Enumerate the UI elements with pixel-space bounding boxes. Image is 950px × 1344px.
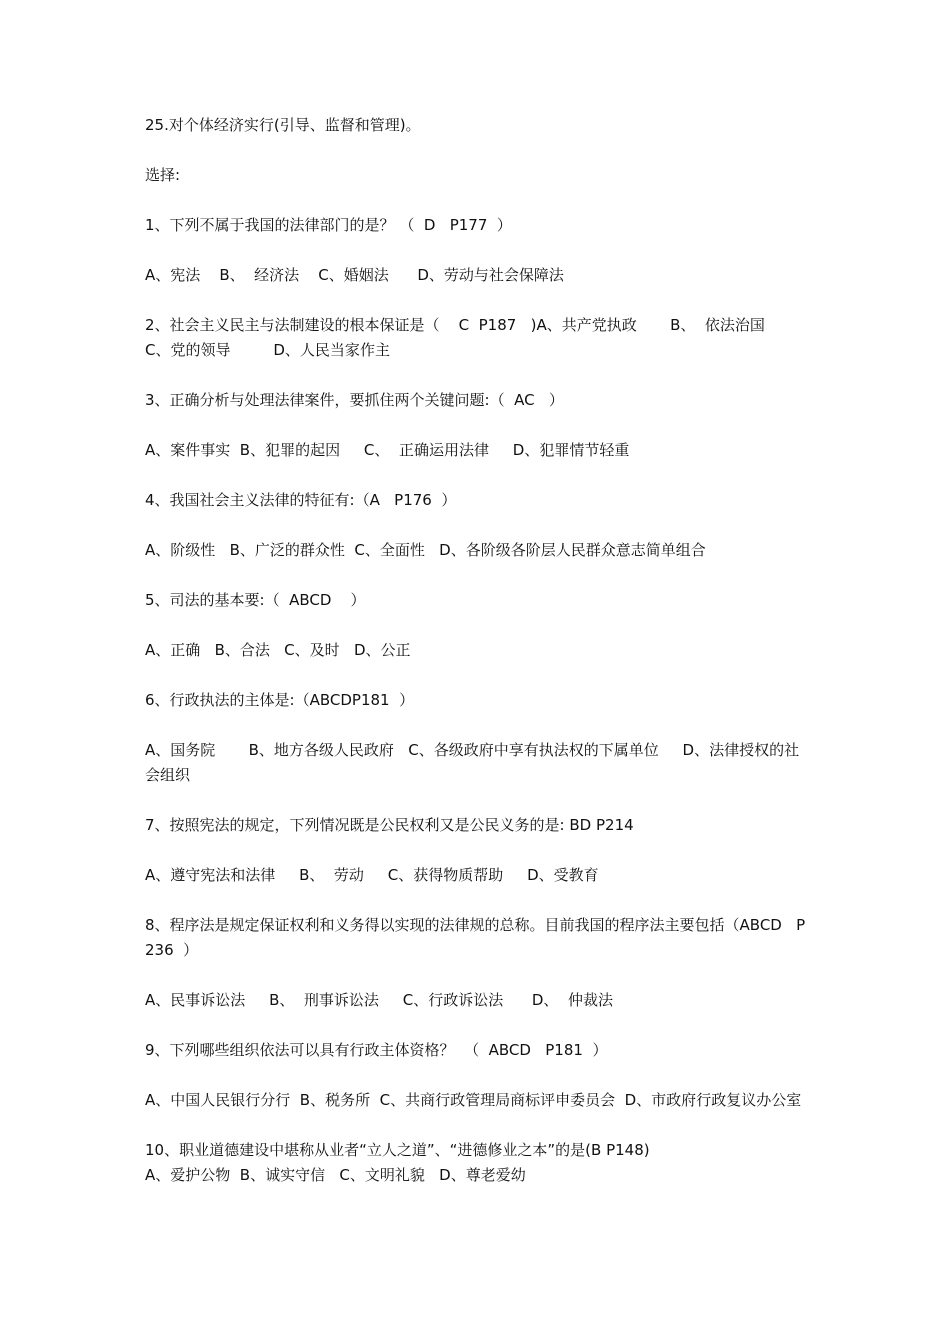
- question-6: 6、行政执法的主体是:（ABCDP181 ）: [145, 691, 415, 709]
- question-9-options: A、中国人民银行分行 B、税务所 C、共商行政管理局商标评申委员会 D、市政府行政复议办公室: [145, 1091, 802, 1109]
- question-3-options: A、案件事实 B、犯罪的起因 C、 正确运用法律 D、犯罪情节轻重: [145, 441, 630, 459]
- question-7: 7、按照宪法的规定，下列情况既是公民权利又是公民义务的是: BD P214: [145, 816, 634, 834]
- question-1-options: A、宪法 B、 经济法 C、婚姻法 D、劳动与社会保障法: [145, 266, 564, 284]
- question-4: 4、我国社会主义法律的特征有:（A P176 ）: [145, 491, 457, 509]
- question-5: 5、司法的基本要:（ ABCD ）: [145, 591, 366, 609]
- section-heading-choice: 选择:: [145, 166, 181, 184]
- question-9: 9、下列哪些组织依法可以具有行政主体资格？ （ ABCD P181 ）: [145, 1041, 608, 1059]
- question-1: 1、下列不属于我国的法律部门的是？ （ D P177 ）: [145, 216, 512, 234]
- question-8-options: A、民事诉讼法 B、 刑事诉讼法 C、行政诉讼法 D、 仲裁法: [145, 991, 613, 1009]
- question-8: 8、程序法是规定保证权利和义务得以实现的法律规的总称。目前我国的程序法主要包括（ABCD P236 ）: [145, 916, 806, 959]
- question-5-options: A、正确 B、合法 C、及时 D、公正: [145, 641, 411, 659]
- question-4-options: A、阶级性 B、广泛的群众性 C、全面性 D、各阶级各阶层人民群众意志简单组合: [145, 541, 706, 559]
- question-7-options: A、遵守宪法和法律 B、 劳动 C、获得物质帮助 D、受教育: [145, 866, 599, 884]
- item-25-statement: 25.对个体经济实行(引导、监督和管理)。: [145, 116, 421, 134]
- question-10: 10、职业道德建设中堪称从业者“立人之道”、“进德修业之本”的是(B P148): [145, 1141, 650, 1159]
- question-3: 3、正确分析与处理法律案件，要抓住两个关键问题:（ AC ）: [145, 391, 564, 409]
- question-2-with-options: 2、社会主义民主与法制建设的根本保证是（ C P187 )A、共产党执政 B、 依法治国 C、党的领导 D、人民当家作主: [145, 316, 794, 359]
- question-6-options: A、国务院 B、地方各级人民政府 C、各级政府中享有执法权的下属单位 D、法律授权的社会组织: [145, 741, 800, 784]
- document-body: [145, 113, 810, 1188]
- question-10-options: A、爱护公物 B、诚实守信 C、文明礼貌 D、尊老爱幼: [145, 1166, 526, 1184]
